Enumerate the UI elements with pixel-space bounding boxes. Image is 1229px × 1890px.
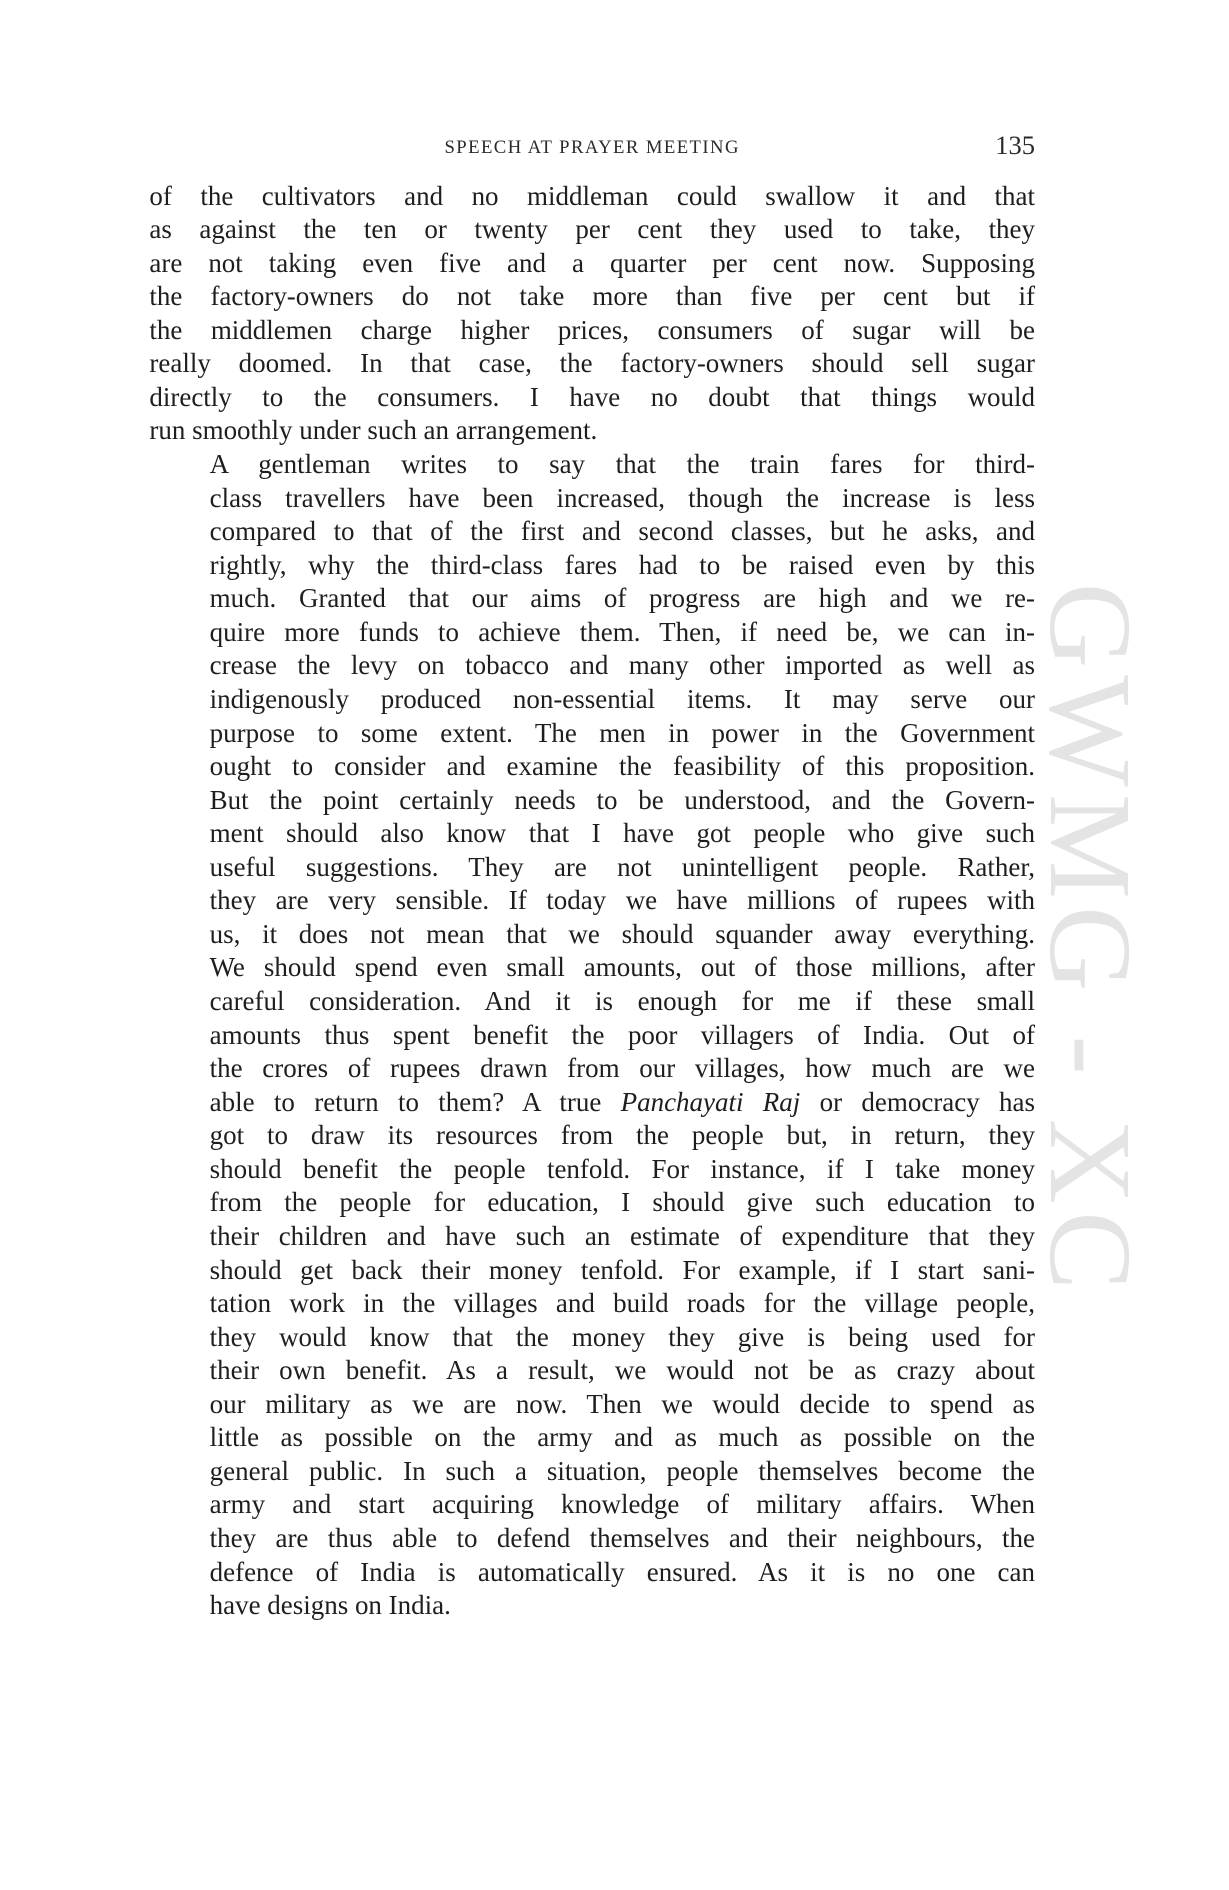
text-line: directly to the consumers. I have no doubt that things would — [149, 381, 1035, 412]
text-line: the factory-owners do not take more than five per cent but if — [149, 281, 1035, 312]
text-line: us, it does not mean that we should squander away everything. — [209, 918, 1035, 949]
page-number: 135 — [995, 130, 1035, 161]
text-line: are not taking even five and a quarter per cent now. Supposing — [149, 247, 1035, 278]
running-head — [149, 130, 1035, 164]
text-line: tation work in the villages and build roads for the village people, — [209, 1288, 1035, 1319]
text-line: little as possible on the army and as much as possible on the — [209, 1422, 1035, 1453]
text-line: A gentleman writes to say that the train fares for third- — [209, 449, 1035, 480]
text-line: they would know that the money they give is being used for — [209, 1321, 1035, 1352]
text-line: crease the levy on tobacco and many other imported as well as — [209, 650, 1035, 681]
italic-term: Panchayati Raj — [620, 1086, 801, 1117]
text-line: of the cultivators and no middleman could swallow it and that — [149, 180, 1035, 211]
paragraph — [149, 180, 1035, 449]
text-line: our military as we are now. Then we would decide to spend as — [209, 1388, 1035, 1419]
text-line: defence of India is automatically ensured. As it is no one can — [209, 1556, 1035, 1587]
text-line: should get back their money tenfold. For example, if I start sani- — [209, 1254, 1035, 1285]
text-line: We should spend even small amounts, out of those millions, after — [209, 952, 1035, 983]
text-line: the middlemen charge higher prices, consumers of sugar will be — [149, 314, 1035, 345]
text-line: they are thus able to defend themselves and their neighbours, the — [209, 1523, 1035, 1554]
text-line: useful suggestions. They are not unintelligent people. Rather, — [209, 851, 1035, 882]
text-line: amounts thus spent benefit the poor villagers of India. Out of — [209, 1019, 1035, 1050]
text-line: as against the ten or twenty per cent they used to take, they — [149, 214, 1035, 245]
text-segment: or democracy has — [800, 1086, 1036, 1117]
running-title: SPEECH AT PRAYER MEETING — [444, 137, 740, 159]
watermark-text: GWMG - XC — [1025, 582, 1157, 1298]
text-line: their children and have such an estimate of expenditure that they — [209, 1220, 1035, 1251]
text-segment: able to return to them? A true — [209, 1086, 621, 1117]
text-line: But the point certainly needs to be understood, and the Govern- — [209, 784, 1035, 815]
text-line: from the people for education, I should give such education to — [209, 1187, 1035, 1218]
text-line: much. Granted that our aims of progress are high and we re- — [209, 583, 1035, 614]
text-line: the crores of rupees drawn from our villages, how much are we — [209, 1053, 1035, 1084]
text-line: army and start acquiring knowledge of military affairs. When — [209, 1489, 1035, 1520]
text-line: general public. In such a situation, people themselves become the — [209, 1455, 1035, 1486]
text-line: ought to consider and examine the feasibility of this proposition. — [209, 751, 1035, 782]
text-line — [149, 1086, 1035, 1120]
body-text — [149, 180, 1035, 1623]
text-line: indigenously produced non-essential items. It may serve our — [209, 683, 1035, 714]
text-line: they are very sensible. If today we have millions of rupees with — [209, 885, 1035, 916]
text-line: run smoothly under such an arrangement. — [149, 415, 598, 446]
text-line: their own benefit. As a result, we would not be as crazy about — [209, 1355, 1035, 1386]
text-line: really doomed. In that case, the factory-owners should sell sugar — [149, 348, 1035, 379]
text-line: got to draw its resources from the people but, in return, they — [209, 1120, 1035, 1151]
text-line: class travellers have been increased, though the increase is less — [209, 482, 1035, 513]
text-line: have designs on India. — [209, 1590, 451, 1621]
text-line: ment should also know that I have got people who give such — [209, 818, 1035, 849]
text-line: should benefit the people tenfold. For instance, if I take money — [209, 1153, 1035, 1184]
text-line: compared to that of the first and second classes, but he asks, and — [209, 516, 1035, 547]
text-line: purpose to some extent. The men in power in the Government — [209, 717, 1035, 748]
text-line: rightly, why the third-class fares had to be raised even by this — [209, 549, 1035, 580]
text-line: quire more funds to achieve them. Then, if need be, we can in- — [209, 616, 1035, 647]
paragraph — [149, 448, 1035, 1623]
text-line: careful consideration. And it is enough for me if these small — [209, 986, 1035, 1017]
